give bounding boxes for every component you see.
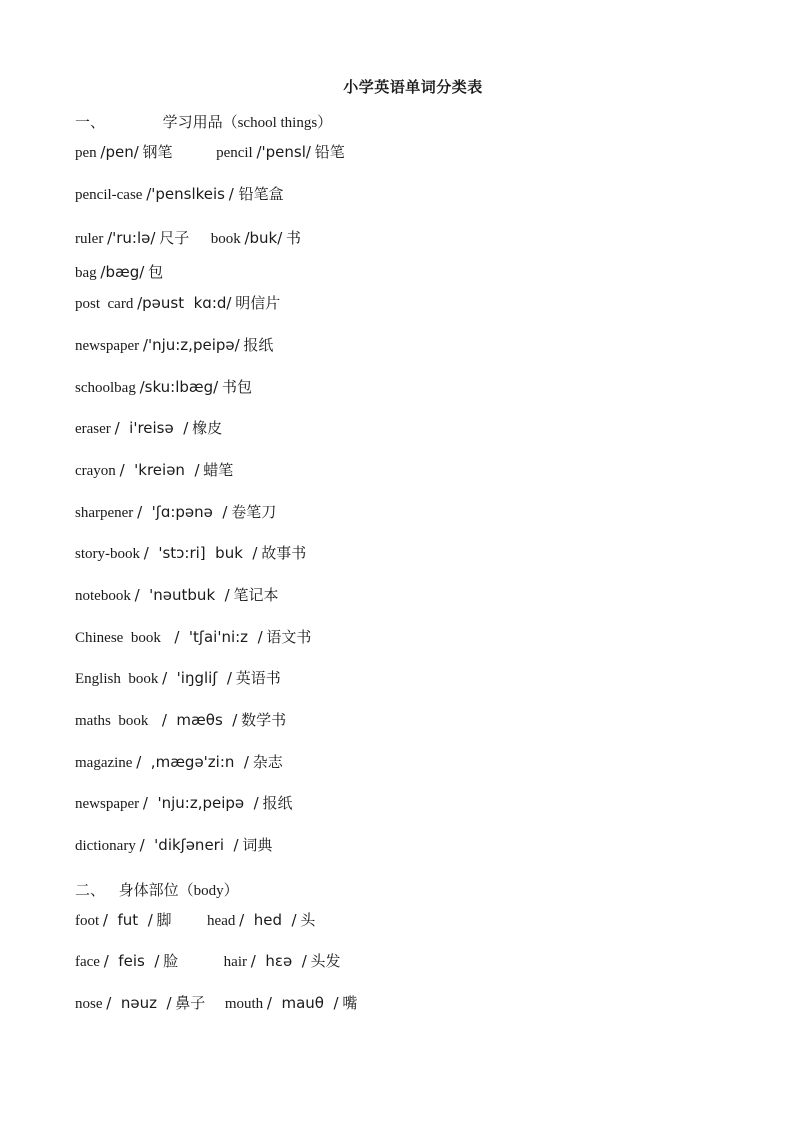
word-english: eraser [75, 421, 111, 437]
word-english: head [207, 913, 236, 929]
word-phonetic: / nəuz / [106, 994, 172, 1012]
word-english: story-book [75, 546, 140, 562]
word-phonetic: /buk/ [244, 229, 283, 247]
word-english: bag [75, 265, 97, 281]
word-chinese: 书 [286, 229, 302, 247]
word-chinese: 词典 [242, 836, 273, 854]
word-chinese: 数学书 [241, 711, 287, 729]
section-title-zh: 身体部位 [118, 881, 179, 899]
word-row [75, 627, 311, 648]
word-row [75, 951, 341, 972]
word-chinese: 书包 [221, 378, 252, 396]
word-english: schoolbag [75, 380, 136, 396]
word-english: newspaper [75, 796, 140, 812]
word-chinese: 鼻子 [175, 994, 206, 1012]
word-english: magazine [75, 755, 133, 771]
section-title-zh: 学习用品 [162, 113, 223, 131]
word-chinese: 故事书 [261, 544, 307, 562]
word-phonetic: / 'ʃɑ:pənə / [137, 503, 228, 521]
word-phonetic: / fut / [102, 911, 153, 929]
word-row [75, 793, 293, 814]
word-english: notebook [75, 588, 131, 604]
word-english: pencil-case [75, 187, 143, 203]
word-row [75, 418, 222, 439]
word-chinese: 尺子 [159, 229, 190, 247]
word-chinese: 报纸 [262, 794, 293, 812]
word-english: crayon [75, 463, 116, 479]
word-chinese: 铅笔 [314, 143, 345, 161]
word-chinese: 脚 [156, 911, 172, 929]
word-chinese: 脸 [163, 952, 179, 970]
word-english: maths book [75, 713, 149, 729]
word-phonetic: /'nju:z,peipə/ [142, 336, 240, 354]
word-english: Chinese book [75, 630, 161, 646]
word-chinese: 卷笔刀 [231, 503, 277, 521]
word-english: newspaper [75, 338, 140, 354]
word-row [75, 335, 273, 356]
word-phonetic: / 'iŋgliʃ / [162, 669, 232, 687]
word-english: sharpener [75, 505, 134, 521]
section-title-en: （school things） [222, 115, 333, 131]
word-english: foot [75, 913, 100, 929]
word-row [75, 460, 233, 481]
word-chinese: 头 [300, 911, 316, 929]
word-phonetic: /'penslkeis [146, 185, 225, 203]
word-row [75, 377, 252, 398]
word-phonetic: / 'kreiən / [119, 461, 200, 479]
word-phonetic: /sku:lbæg/ [139, 378, 219, 396]
word-row [75, 710, 286, 731]
word-english: face [75, 954, 100, 970]
word-phonetic: / 'stɔ:ri] buk / [143, 544, 258, 562]
page-title: 小学英语单词分类表 [343, 78, 483, 96]
section-title-en: （body） [178, 883, 239, 899]
word-phonetic: / 'tʃai'ni:z / [174, 628, 263, 646]
word-phonetic: / 'dikʃəneri / [139, 836, 239, 854]
word-phonetic: / feis / [103, 952, 160, 970]
word-english: ruler [75, 231, 104, 247]
word-row [75, 835, 272, 856]
word-phonetic: / 'nju:z,peipə / [142, 794, 259, 812]
word-phonetic: /pəust kɑ:d/ [137, 294, 232, 312]
word-row [75, 293, 280, 314]
word-phonetic: / hed / [239, 911, 297, 929]
word-english: nose [75, 996, 103, 1012]
word-chinese: 明信片 [235, 294, 281, 312]
word-row [75, 752, 283, 773]
word-row [75, 262, 163, 283]
word-row [75, 142, 345, 163]
word-phonetic: / ,mægə'zi:n / [136, 753, 249, 771]
word-phonetic: / mæθs / [161, 711, 238, 729]
word-english: post card [75, 296, 134, 312]
word-phonetic: / hɛə / [250, 952, 307, 970]
word-chinese: 蜡笔 [203, 461, 234, 479]
word-chinese: 杂志 [252, 753, 283, 771]
word-english: pen [75, 145, 97, 161]
word-row [75, 228, 301, 249]
section-number: 二、 [75, 881, 106, 899]
word-phonetic: /'ru:lə/ [107, 229, 156, 247]
word-phonetic: /'pensl/ [256, 143, 311, 161]
word-phonetic: / mauθ / [266, 994, 339, 1012]
section-heading-body [75, 879, 239, 900]
word-chinese: / 铅笔盒 [228, 185, 284, 203]
word-chinese: 报纸 [243, 336, 274, 354]
word-chinese: 橡皮 [192, 419, 223, 437]
word-row [75, 910, 315, 931]
word-row [75, 502, 276, 523]
word-row [75, 585, 279, 606]
word-row [75, 668, 281, 689]
word-phonetic: /pen/ [100, 143, 139, 161]
word-chinese: 笔记本 [233, 586, 279, 604]
word-row [75, 184, 284, 205]
section-number: 一、 [75, 113, 106, 131]
word-english: book [210, 231, 241, 247]
word-english: mouth [224, 996, 264, 1012]
word-phonetic: /bæg/ [100, 263, 145, 281]
word-phonetic: / i'reisə / [114, 419, 189, 437]
word-row [75, 993, 357, 1014]
word-chinese: 语文书 [266, 628, 312, 646]
word-chinese: 英语书 [235, 669, 281, 687]
word-english: pencil [216, 145, 253, 161]
word-chinese: 包 [148, 263, 164, 281]
word-phonetic: / 'nəutbuk / [134, 586, 230, 604]
word-english: English book [75, 671, 159, 687]
word-row [75, 543, 306, 564]
word-english: dictionary [75, 838, 136, 854]
word-chinese: 头发 [310, 952, 341, 970]
section-heading-school-things [75, 111, 332, 132]
word-english: hair [223, 954, 247, 970]
word-chinese: 钢笔 [142, 143, 173, 161]
word-chinese: 嘴 [342, 994, 358, 1012]
